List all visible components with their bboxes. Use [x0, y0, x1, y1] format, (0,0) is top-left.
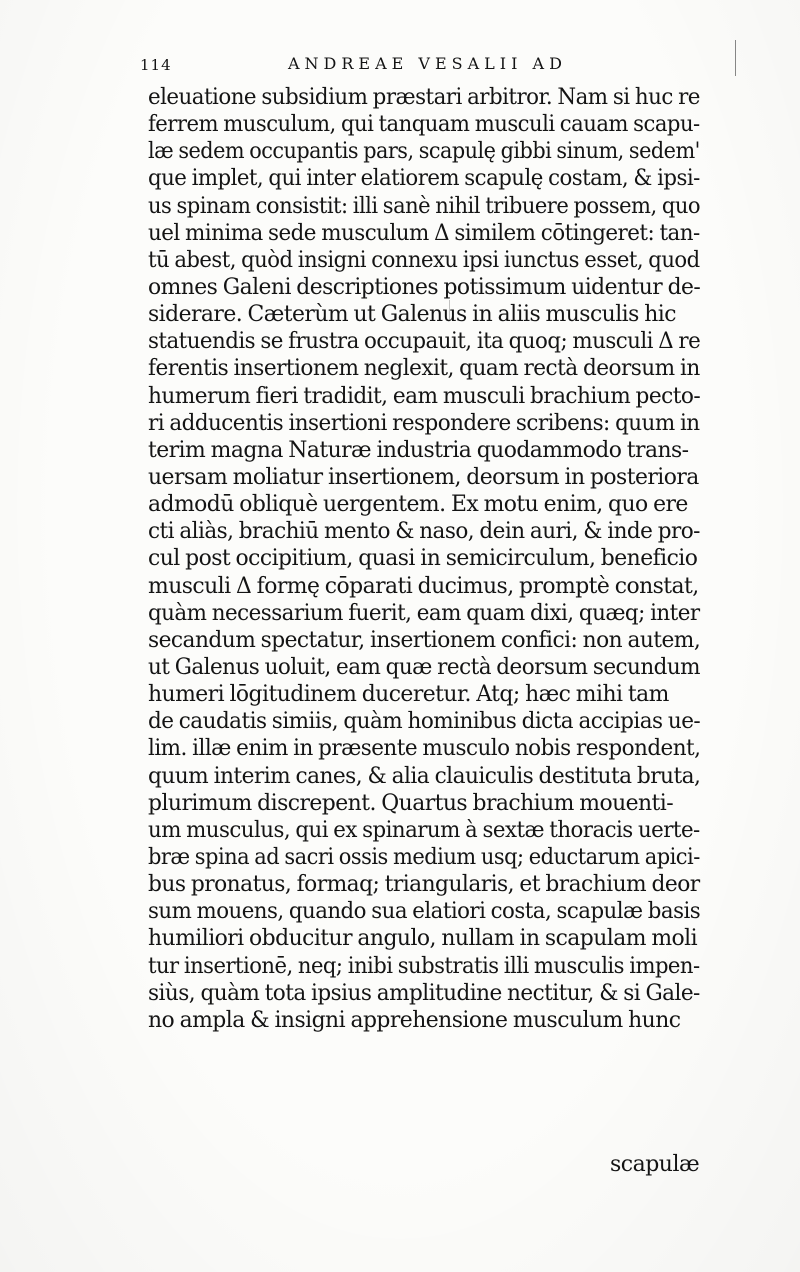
text-line: cti aliàs, brachiū mento & naso, dein auri, & inde pro-: [148, 518, 700, 545]
text-line: statuendis se frustra occupauit, ita quoq; musculi Δ re: [148, 328, 701, 355]
text-line: us spinam consistit: illi sanè nihil tribuere possem, quo: [148, 192, 701, 219]
text-line: humeri lōgitudinem duceretur. Atq; hæc mihi tam: [148, 681, 669, 708]
text-line: musculi Δ formę cōparati ducimus, promptè constat,: [148, 572, 699, 599]
text-line: ferentis insertionem neglexit, quam rectà deorsum in: [148, 355, 700, 382]
text-line: plurimum discrepent. Quartus brachium mouenti-: [148, 789, 674, 816]
text-line: uersam moliatur insertionem, deorsum in posteriora: [148, 463, 699, 490]
text-line: quum interim canes, & alia clauiculis destituta bruta,: [148, 762, 701, 789]
text-line: tur insertionē, neq; inibi substratis illi musculis impen-: [148, 952, 700, 979]
text-line: admodū obliquè uergentem. Ex motu enim, quo ere: [148, 491, 688, 518]
text-line: lim. illæ enim in præsente musculo nobis respondent,: [148, 735, 701, 762]
page-header: [140, 54, 700, 78]
text-line: uel minima sede musculum Δ similem cōtingeret: tan-: [148, 219, 700, 246]
catchword: scapulæ: [610, 1152, 700, 1177]
text-line: no ampla & insigni apprehensione musculum hunc: [148, 1006, 681, 1033]
text-line: quàm necessarium fuerit, eam quam dixi, quæq; inter: [148, 599, 700, 626]
text-line: um musculus, qui ex spinarum à sextæ thoracis uerte-: [148, 816, 700, 843]
text-line: humerum fieri tradidit, eam musculi brachium pecto-: [148, 382, 701, 409]
text-line: que implet, qui inter elatiorem scapulę costam, & ipsi-: [148, 165, 700, 192]
text-line: de caudatis simiis, quàm hominibus dicta accipias ue-: [148, 708, 701, 735]
text-line: humiliori obducitur angulo, nullam in scapulam moli: [148, 925, 698, 952]
text-line: cul post occipitium, quasi in semicirculum, beneficio: [148, 545, 698, 572]
text-line: siùs, quàm tota ipsius amplitudine nectitur, & si Gale-: [148, 979, 700, 1006]
body-text: [148, 84, 708, 1034]
text-line: bræ spina ad sacri ossis medium usq; eductarum apici-: [148, 843, 700, 870]
text-line: eleuatione subsidium præstari arbitror. Nam si huc re: [148, 84, 700, 110]
text-line: omnes Galeni descriptiones potissimum uidentur de-: [148, 273, 701, 300]
text-line: ut Galenus uoluit, eam quæ rectà deorsum secundum: [148, 653, 700, 680]
text-line: tū abest, quòd insigni connexu ipsi iunctus esset, quod: [148, 246, 700, 273]
text-line: læ sedem occupantis pars, scapulę gibbi sinum, sedem': [148, 138, 700, 165]
page-edge-mark: [735, 40, 736, 76]
text-line: ferrem musculum, qui tanquam musculi cauam scapu-: [148, 111, 700, 138]
text-line: secandum spectatur, insertionem confici: non autem,: [148, 626, 701, 653]
text-line: siderare. Cæterùm ut Galenus in aliis musculis hic: [148, 301, 676, 328]
folio-number: 114: [140, 56, 172, 74]
text-line: ri adducentis insertioni respondere scribens: quum in: [148, 409, 700, 436]
text-line: bus pronatus, formaq; triangularis, et brachium deor: [148, 871, 700, 898]
running-head: ANDREAE VESALII AD: [288, 54, 567, 73]
text-line: sum mouens, quando sua elatiori costa, scapulæ basis: [148, 898, 701, 925]
text-line: terim magna Naturæ industria quodammodo trans-: [148, 436, 689, 463]
